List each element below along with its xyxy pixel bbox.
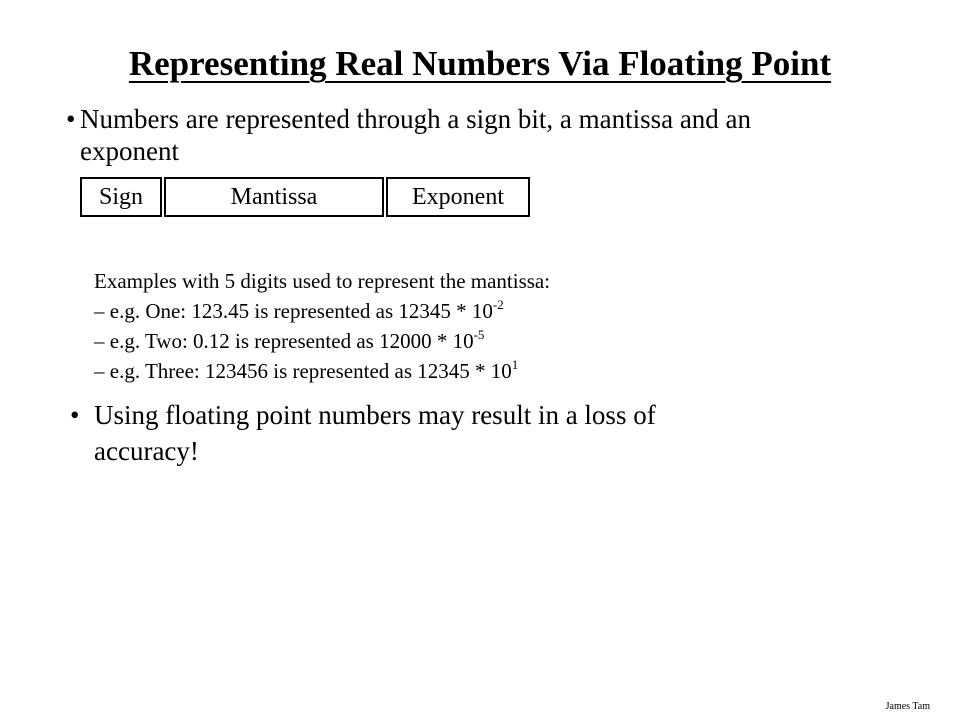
example-two	[94, 326, 550, 356]
bullet-representation	[66, 103, 886, 167]
bullet-text-line1: Using floating point numbers may result in a loss of	[94, 400, 656, 430]
author-footer: James Tam	[885, 701, 930, 712]
example-two-exponent: -5	[473, 327, 485, 342]
bullet-text-line2: exponent	[80, 136, 179, 166]
example-three-text: – e.g. Three: 123456 is represented as 12345 * 10	[94, 359, 512, 383]
example-three	[94, 356, 550, 386]
bullet-accuracy-loss	[70, 397, 870, 469]
mantissa-field-box: Mantissa	[164, 177, 384, 217]
bullet-text-line2: accuracy!	[94, 436, 199, 466]
example-two-text: – e.g. Two: 0.12 is represented as 12000 * 10	[94, 329, 474, 353]
example-one-exponent: -2	[492, 297, 504, 312]
sign-field-box: Sign	[80, 177, 162, 217]
example-one-text: – e.g. One: 123.45 is represented as 12345 * 10	[94, 299, 493, 323]
examples-block	[94, 266, 550, 386]
exponent-field-box: Exponent	[386, 177, 530, 217]
bullet-marker: •	[66, 104, 76, 134]
examples-intro: Examples with 5 digits used to represent the mantissa:	[94, 269, 551, 293]
bullet-marker: •	[70, 400, 80, 430]
slide-title: Representing Real Numbers Via Floating Point	[128, 44, 832, 83]
example-three-exponent: 1	[511, 357, 519, 372]
bullet-text-line1: Numbers are represented through a sign bit, a mantissa and an	[80, 104, 752, 134]
example-one	[94, 296, 550, 326]
